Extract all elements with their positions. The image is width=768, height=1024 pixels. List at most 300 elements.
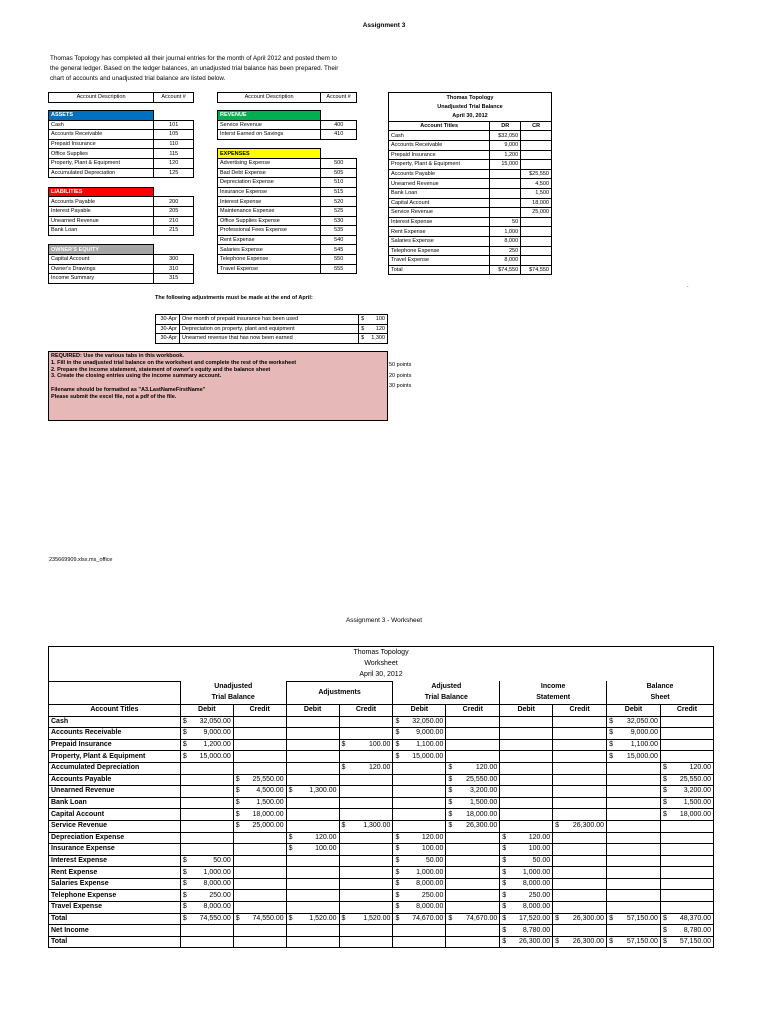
ws-amount	[446, 762, 500, 774]
amount-value: 50.00	[532, 856, 551, 864]
ws-amount	[339, 890, 393, 902]
utb-account: Rent Expense	[389, 227, 490, 237]
required-line: Filename should be formatted as "A3.LastNameFirstName"	[51, 386, 206, 393]
ws-amount	[286, 751, 339, 763]
required-line: 2. Prepare the income statement, statement of owner's equity and the balance sheet	[51, 366, 271, 373]
currency-sign: $	[448, 764, 453, 772]
amount-value: 100.00	[369, 741, 391, 749]
ws-amount	[607, 867, 661, 879]
ws-amount	[660, 855, 713, 867]
ws-amount	[180, 762, 233, 774]
ws-amount	[180, 797, 233, 809]
adjustment-amount	[359, 324, 388, 334]
coa-account-number: 300	[154, 254, 194, 264]
utb-row	[389, 131, 552, 141]
points-1: 50 points	[389, 362, 412, 368]
utb-row	[389, 140, 552, 150]
coa-account-name: Interest Expense	[218, 197, 321, 207]
ws-account: Cash	[49, 716, 181, 728]
ws-amount	[180, 925, 233, 937]
coa-section-header: REVENUE	[218, 111, 321, 121]
coa-account-number: 210	[154, 216, 194, 226]
utb-cr	[521, 131, 552, 141]
currency-sign: $	[609, 729, 613, 737]
ws-amount	[553, 786, 607, 798]
currency-sign: $	[182, 891, 187, 899]
ws-amount	[286, 832, 339, 844]
utb-cr	[521, 150, 552, 160]
amount-value: 32,050.00	[626, 717, 658, 725]
utb-account: Accounts Receivable	[389, 140, 490, 150]
utb-dr: 15,000	[490, 160, 521, 170]
ws-account: Total	[49, 936, 181, 948]
coa-account-number: 535	[321, 226, 357, 236]
ws-amount	[607, 878, 661, 890]
ws-amount	[553, 762, 607, 774]
coa-account-number: 525	[321, 206, 357, 216]
amount-value: 25,550.00	[252, 775, 284, 783]
ws-amount	[393, 855, 446, 867]
ws-account: Rent Expense	[49, 867, 181, 879]
ws-amount	[286, 867, 339, 879]
coa-row	[218, 235, 357, 245]
ws-row	[49, 936, 714, 948]
utb-cr: 18,000	[521, 198, 552, 208]
ws-amount	[393, 786, 446, 798]
amount-value: 9,000.00	[630, 729, 658, 737]
ws-amount	[553, 902, 607, 914]
ws-amount	[660, 913, 713, 925]
utb-dr	[490, 169, 521, 179]
currency-sign: $	[395, 729, 400, 737]
ws-date: April 30, 2012	[359, 671, 403, 679]
ws-amount	[446, 820, 500, 832]
currency-sign: $	[182, 903, 187, 911]
filename-label: 235669909.xlsx.ms_office	[49, 557, 113, 563]
amount-value: 25,550.00	[679, 775, 711, 783]
ws-amount	[446, 913, 500, 925]
ws-amount	[553, 820, 607, 832]
coa-account-name: Advertising Expense	[218, 158, 321, 168]
coa-account-number: 115	[154, 149, 194, 159]
ws-amount	[180, 867, 233, 879]
coa-section-header: LIABILITIES	[49, 187, 154, 197]
ws-amount	[660, 890, 713, 902]
utb-row	[389, 265, 552, 275]
ws-row	[49, 774, 714, 786]
ws-amount	[286, 820, 339, 832]
ws-amount	[180, 855, 233, 867]
currency-sign: $	[555, 822, 560, 830]
amount-value: 8,000.00	[203, 903, 231, 911]
ws-amount	[500, 751, 553, 763]
utb-account: Total	[389, 265, 490, 275]
coa-account-number: 120	[154, 158, 194, 168]
ws-col-credit: Credit	[446, 704, 500, 716]
amount-value: 8,780.00	[522, 926, 551, 934]
ws-amount	[393, 913, 446, 925]
ws-amount	[553, 936, 607, 948]
ws-amount	[660, 774, 713, 786]
ws-amount	[339, 762, 393, 774]
ws-amount	[660, 762, 713, 774]
coa-section-header: EXPENSES	[218, 149, 321, 159]
coa-section-blank	[154, 111, 194, 121]
ws-amount	[339, 925, 393, 937]
utb-cr	[521, 140, 552, 150]
adjustment-date: 30-Apr	[156, 324, 180, 334]
ws-amount	[553, 925, 607, 937]
coa-account-number: 101	[154, 120, 194, 130]
adjustment-description: One month of prepaid insurance has been used	[179, 315, 358, 325]
currency-sign: $	[448, 787, 453, 795]
amount-value: 15,000.00	[626, 752, 658, 760]
required-line: 3. Create the closing entries using the income summary account.	[51, 373, 222, 380]
ws-amount	[339, 728, 393, 740]
ws-amount	[607, 913, 661, 925]
coa-section-blank	[321, 149, 357, 159]
amount-value: 250.00	[421, 891, 444, 899]
ws-account: Salaries Expense	[49, 878, 181, 890]
ws-amount	[607, 716, 661, 728]
utb-row	[389, 179, 552, 189]
currency-sign: $	[182, 717, 187, 725]
coa-row	[218, 206, 357, 216]
ws-row	[49, 739, 714, 751]
ws-group-header: Adjusted	[393, 681, 500, 693]
ws-amount	[286, 855, 339, 867]
amount-value: 32,050.00	[199, 717, 231, 725]
ws-amount	[607, 797, 661, 809]
ws-amount	[446, 809, 500, 821]
ws-amount	[339, 867, 393, 879]
unadjusted-trial-balance	[388, 92, 552, 275]
utb-row	[389, 198, 552, 208]
ws-amount	[500, 774, 553, 786]
ws-amount	[286, 890, 339, 902]
coa-right-table	[217, 92, 357, 103]
currency-sign: $	[609, 752, 613, 760]
coa-account-name: Owner's Drawings	[49, 264, 154, 274]
utb-account: Unearned Revenue	[389, 179, 490, 189]
ws-blank-head	[49, 681, 181, 693]
ws-amount	[180, 913, 233, 925]
ws-amount	[286, 762, 339, 774]
currency-sign: $	[395, 752, 400, 760]
coa-row	[49, 187, 194, 197]
utb-account: Prepaid Insurance	[389, 150, 490, 160]
utb-col-cr: CR	[521, 121, 552, 131]
amount-value: 15,000.00	[412, 752, 444, 760]
coa-account-name: Depreciation Expense	[218, 178, 321, 188]
ws-amount	[393, 902, 446, 914]
amount-value: 26,300.00	[466, 822, 498, 830]
ws-amount	[286, 925, 339, 937]
ws-amount	[339, 716, 393, 728]
currency-sign: $	[502, 891, 507, 899]
ws-amount	[393, 809, 446, 821]
ws-amount	[660, 751, 713, 763]
ws-amount	[607, 762, 661, 774]
currency-sign: $	[288, 833, 293, 841]
ws-amount	[553, 751, 607, 763]
utb-account: Capital Account	[389, 198, 490, 208]
ws-account: Depreciation Expense	[49, 832, 181, 844]
ws-amount	[500, 855, 553, 867]
ws-amount	[180, 844, 233, 856]
ws-amount	[607, 820, 661, 832]
ws-row	[49, 762, 714, 774]
amount-value: 26,300.00	[572, 822, 605, 830]
amount-value: 1,500.00	[256, 799, 284, 807]
ws-row	[49, 844, 714, 856]
amount-value: 74,670.00	[466, 914, 498, 922]
coa-account-name: Professional Fees Expense	[218, 226, 321, 236]
utb-dr: 50	[490, 217, 521, 227]
ws-amount	[607, 890, 661, 902]
ws-group-subheader: Sheet	[607, 693, 714, 705]
adjustment-row	[156, 315, 388, 325]
utb-cr	[521, 160, 552, 170]
ws-amount	[446, 844, 500, 856]
coa-account-name: Bad Debt Expense	[218, 168, 321, 178]
coa-account-number: 310	[154, 264, 194, 274]
amount-value: 26,300.00	[519, 938, 551, 946]
adjustment-description: Depreciation on property, plant and equipment	[179, 324, 358, 334]
ws-amount	[607, 739, 661, 751]
amount-value: 25,550.00	[466, 775, 498, 783]
coa-row	[49, 216, 194, 226]
ws-amount	[393, 797, 446, 809]
currency-sign: $	[395, 845, 400, 853]
coa-row	[218, 130, 357, 140]
coa-col-desc: Account Description	[218, 93, 321, 103]
ws-title: Worksheet	[364, 659, 398, 667]
currency-sign: $	[448, 914, 453, 922]
coa-account-name: Unearned Revenue	[49, 216, 154, 226]
ws-amount	[660, 925, 713, 937]
ws-group-subheader: Trial Balance	[180, 693, 286, 705]
currency-sign: $	[341, 741, 346, 749]
currency-sign: $	[502, 914, 507, 922]
ws-amount	[660, 844, 713, 856]
adjustment-description: Unearned revenue that has now been earned	[179, 334, 358, 344]
ws-amount	[393, 739, 446, 751]
coa-row	[218, 197, 357, 207]
ws-amount	[607, 855, 661, 867]
currency-sign: $	[182, 914, 187, 922]
currency-sign: $	[341, 822, 346, 830]
ws-row	[49, 751, 714, 763]
utb-cr: $74,550	[521, 265, 552, 275]
ws-amount	[553, 716, 607, 728]
currency-sign: $	[609, 914, 613, 922]
ws-amount	[393, 925, 446, 937]
ws-col-debit: Debit	[607, 704, 661, 716]
utb-row	[389, 227, 552, 237]
currency-sign: $	[448, 775, 453, 783]
utb-account: Cash	[389, 131, 490, 141]
ws-amount	[607, 774, 661, 786]
coa-row	[49, 254, 194, 264]
amount-value: 1,000.00	[203, 868, 231, 876]
currency-sign: $	[395, 891, 400, 899]
currency-sign: $	[395, 856, 400, 864]
ws-amount	[339, 797, 393, 809]
required-line: Please submit the excel file, not a pdf of the file.	[51, 393, 177, 400]
ws-amount	[393, 762, 446, 774]
ws-amount	[446, 832, 500, 844]
ws-amount	[500, 913, 553, 925]
coa-account-number: 540	[321, 235, 357, 245]
utb-account: Interest Expense	[389, 217, 490, 227]
currency-sign: $	[341, 764, 346, 772]
currency-sign: $	[395, 741, 400, 749]
amount-value: 250.00	[528, 891, 551, 899]
ws-group-header: Unadjusted	[180, 681, 286, 693]
coa-account-name: Accumulated Depreciation	[49, 168, 154, 178]
coa-section-header: ASSETS	[49, 111, 154, 121]
ws-row	[49, 786, 714, 798]
ws-amount	[180, 728, 233, 740]
utb-cr: 1,500	[521, 188, 552, 198]
currency-sign: $	[662, 914, 667, 922]
ws-amount	[393, 936, 446, 948]
amount-value: 50.00	[425, 856, 444, 864]
ws-amount	[339, 820, 393, 832]
ws-amount	[233, 890, 286, 902]
amount-value: 120.00	[528, 833, 551, 841]
ws-amount	[180, 878, 233, 890]
ws-amount	[607, 832, 661, 844]
coa-account-number: 515	[321, 187, 357, 197]
ws-amount	[446, 786, 500, 798]
ws-col-titles: Account Titles	[49, 704, 181, 716]
coa-blank	[218, 139, 321, 149]
ws-amount	[286, 878, 339, 890]
ws-amount	[500, 739, 553, 751]
amount-value: 1,200.00	[203, 741, 231, 749]
coa-row	[49, 274, 194, 284]
ws-amount	[180, 786, 233, 798]
utb-dr	[490, 208, 521, 218]
ws-row	[49, 820, 714, 832]
coa-row	[218, 178, 357, 188]
adjustment-date: 30-Apr	[156, 334, 180, 344]
ws-amount	[393, 867, 446, 879]
ws-amount	[553, 809, 607, 821]
coa-account-number: 125	[154, 168, 194, 178]
required-line: REQUIRED: Use the various tabs in this workbook.	[51, 353, 184, 359]
amount-value: 1,100.00	[416, 741, 444, 749]
ws-amount	[553, 867, 607, 879]
amount-value: 3,200.00	[683, 787, 711, 795]
ws-amount	[233, 786, 286, 798]
utb-dr: $74,550	[490, 265, 521, 275]
amount-value: 120.00	[315, 833, 337, 841]
coa-left-table	[48, 92, 194, 103]
ws-amount	[286, 728, 339, 740]
ws-amount	[500, 728, 553, 740]
utb-row	[389, 160, 552, 170]
coa-account-name: Travel Expense	[218, 264, 321, 274]
amount-value: 57,150.00	[679, 938, 711, 946]
ws-amount	[286, 739, 339, 751]
utb-row	[389, 150, 552, 160]
coa-account-name: Income Summary	[49, 274, 154, 284]
ws-amount	[500, 878, 553, 890]
coa-account-name: Insurance Expense	[218, 187, 321, 197]
ws-amount	[286, 902, 339, 914]
ws-amount	[233, 820, 286, 832]
currency-sign: $	[555, 938, 560, 946]
ws-amount	[286, 786, 339, 798]
amount-value: 18,000.00	[252, 810, 284, 818]
ws-amount	[607, 925, 661, 937]
coa-row	[49, 130, 194, 140]
ws-amount	[553, 913, 607, 925]
currency-sign: $	[662, 810, 667, 818]
ws-row	[49, 728, 714, 740]
ws-amount	[446, 751, 500, 763]
currency-sign: $	[502, 856, 507, 864]
coa-row	[218, 149, 357, 159]
coa-account-name: Cash	[49, 120, 154, 130]
ws-amount	[233, 797, 286, 809]
ws-amount	[393, 774, 446, 786]
ws-amount	[233, 878, 286, 890]
ws-amount	[286, 809, 339, 821]
currency-sign: $	[502, 880, 507, 888]
amount-value: 50.00	[213, 856, 231, 864]
ws-amount	[286, 797, 339, 809]
amount-value: 1,300.00	[363, 822, 391, 830]
utb-company: Thomas Topology	[446, 94, 494, 101]
ws-row	[49, 890, 714, 902]
ws-amount	[553, 890, 607, 902]
amount-value: 1,000.00	[522, 868, 551, 876]
amount-value: 120.00	[421, 833, 444, 841]
coa-account-name: Telephone Expense	[218, 254, 321, 264]
ws-amount	[393, 844, 446, 856]
currency-sign: $	[502, 868, 507, 876]
utb-cr	[521, 246, 552, 256]
intro-text: Thomas Topology has completed all their journal entries for the month of April 2012 and posted them to the general ledger. Based on the ledger balances, an unadjusted trial balance has been prepared. Their chart of accounts and unadjusted trial balance are listed below.	[50, 55, 339, 82]
currency-sign: $	[235, 775, 240, 783]
ws-amount	[553, 832, 607, 844]
coa-account-number: 530	[321, 216, 357, 226]
utb-cr: $25,550	[521, 169, 552, 179]
coa-row	[218, 158, 357, 168]
ws-group-subheader: Trial Balance	[393, 693, 500, 705]
amount-value: 1,520.00	[363, 914, 391, 922]
currency-sign: $	[502, 938, 507, 946]
ws-amount	[180, 751, 233, 763]
ws-amount	[233, 902, 286, 914]
amount-value: 4,500.00	[256, 787, 284, 795]
ws-amount	[339, 902, 393, 914]
currency-sign: $	[395, 868, 400, 876]
utb-account: Accounts Payable	[389, 169, 490, 179]
coa-account-number: 510	[321, 178, 357, 188]
coa-account-name: Prepaid Insurance	[49, 139, 154, 149]
ws-amount	[393, 820, 446, 832]
ws-row	[49, 913, 714, 925]
coa-blank	[321, 139, 357, 149]
currency-sign: $	[361, 325, 365, 332]
ws-col-credit: Credit	[553, 704, 607, 716]
amount-value: 8,000.00	[203, 880, 231, 888]
